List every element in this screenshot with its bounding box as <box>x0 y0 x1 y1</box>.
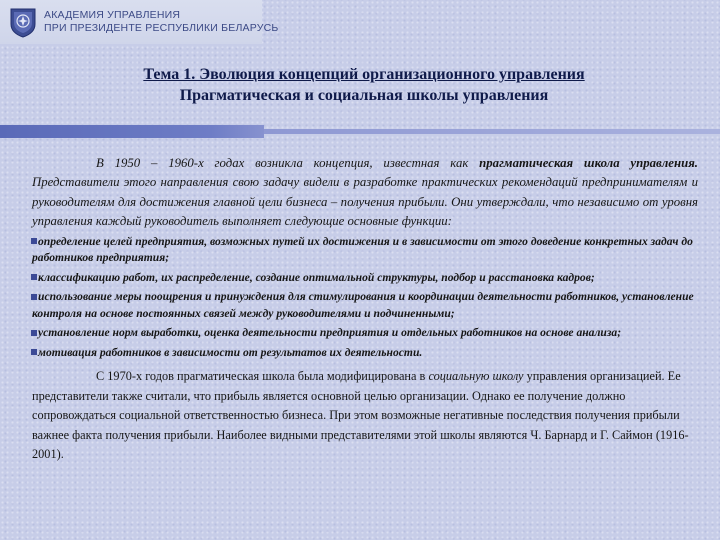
closing-text-2: управления организацией. Ее представители также считали, что прибыль является основной целью организации. Однако ее получение должно сопровождаться социальной ответственностью бизнеса. При этом возможные негативные последствия получения прибыли важнее факта получения прибыли. Наиболее видными представителями этой школы являются Ч. Барнард и Г. Саймон (1916-2001). <box>32 369 689 462</box>
square-bullet-icon <box>31 330 37 336</box>
slide-title <box>0 64 720 106</box>
list-item-text: определение целей предприятия, возможных путей их достижения и в зависимости от этого доведение конкретных задач до работников предприятия; <box>32 234 693 265</box>
intro-text-1: В 1950 – 1960-х годах возникла концепция, известная как <box>96 156 480 170</box>
list-item <box>32 289 698 322</box>
list-item-text: мотивация работников в зависимости от результатов их деятельности. <box>38 345 423 359</box>
divider-line <box>264 129 720 134</box>
square-bullet-icon <box>31 349 37 355</box>
functions-list <box>32 234 698 362</box>
square-bullet-icon <box>31 274 37 280</box>
list-item <box>32 270 698 287</box>
academy-line-2: ПРИ ПРЕЗИДЕНТЕ РЕСПУБЛИКИ БЕЛАРУСЬ <box>44 22 279 34</box>
accent-bar <box>0 125 264 138</box>
list-item-text: классификацию работ, их распределение, создание оптимальной структуры, подбор и расстановка кадров; <box>38 270 595 284</box>
closing-term: социальную школу <box>428 369 524 384</box>
list-item <box>32 234 698 267</box>
closing-paragraph <box>32 367 698 465</box>
slide-body <box>32 154 698 465</box>
list-item-text: использование меры поощрения и принуждения для стимулирования и координации деятельности работников, установление контроля на основе постоянных связей между руководителями и подчиненными; <box>32 290 694 320</box>
list-item <box>32 325 698 342</box>
academy-line-1: АКАДЕМИЯ УПРАВЛЕНИЯ <box>44 9 181 21</box>
intro-text-2: Представители этого направления свою задачу видели в разработке практических рекомендаций предпринимателям и руководителям для достижения главной цели бизнеса – получения прибыли. Они утверждали, что независимо от уровня управления каждый руководитель выполняет следующие основные функции: <box>32 175 698 229</box>
academy-name <box>44 9 278 35</box>
square-bullet-icon <box>31 294 37 300</box>
square-bullet-icon <box>31 238 37 244</box>
intro-term: прагматическая школа управления. <box>479 156 698 170</box>
intro-paragraph <box>32 154 698 232</box>
list-item-text: установление норм выработки, оценка деятельности предприятия и отдельных работников на основе анализа; <box>38 326 622 340</box>
closing-text-1: С 1970-х годов прагматическая школа была модифицирована в <box>96 369 429 384</box>
list-item <box>32 345 698 362</box>
academy-emblem-icon <box>8 6 38 38</box>
title-line-2: Прагматическая и социальная школы управления <box>179 87 549 104</box>
title-line-1: Тема 1. Эволюция концепций организационного управления <box>143 66 585 83</box>
header-band <box>0 0 279 44</box>
